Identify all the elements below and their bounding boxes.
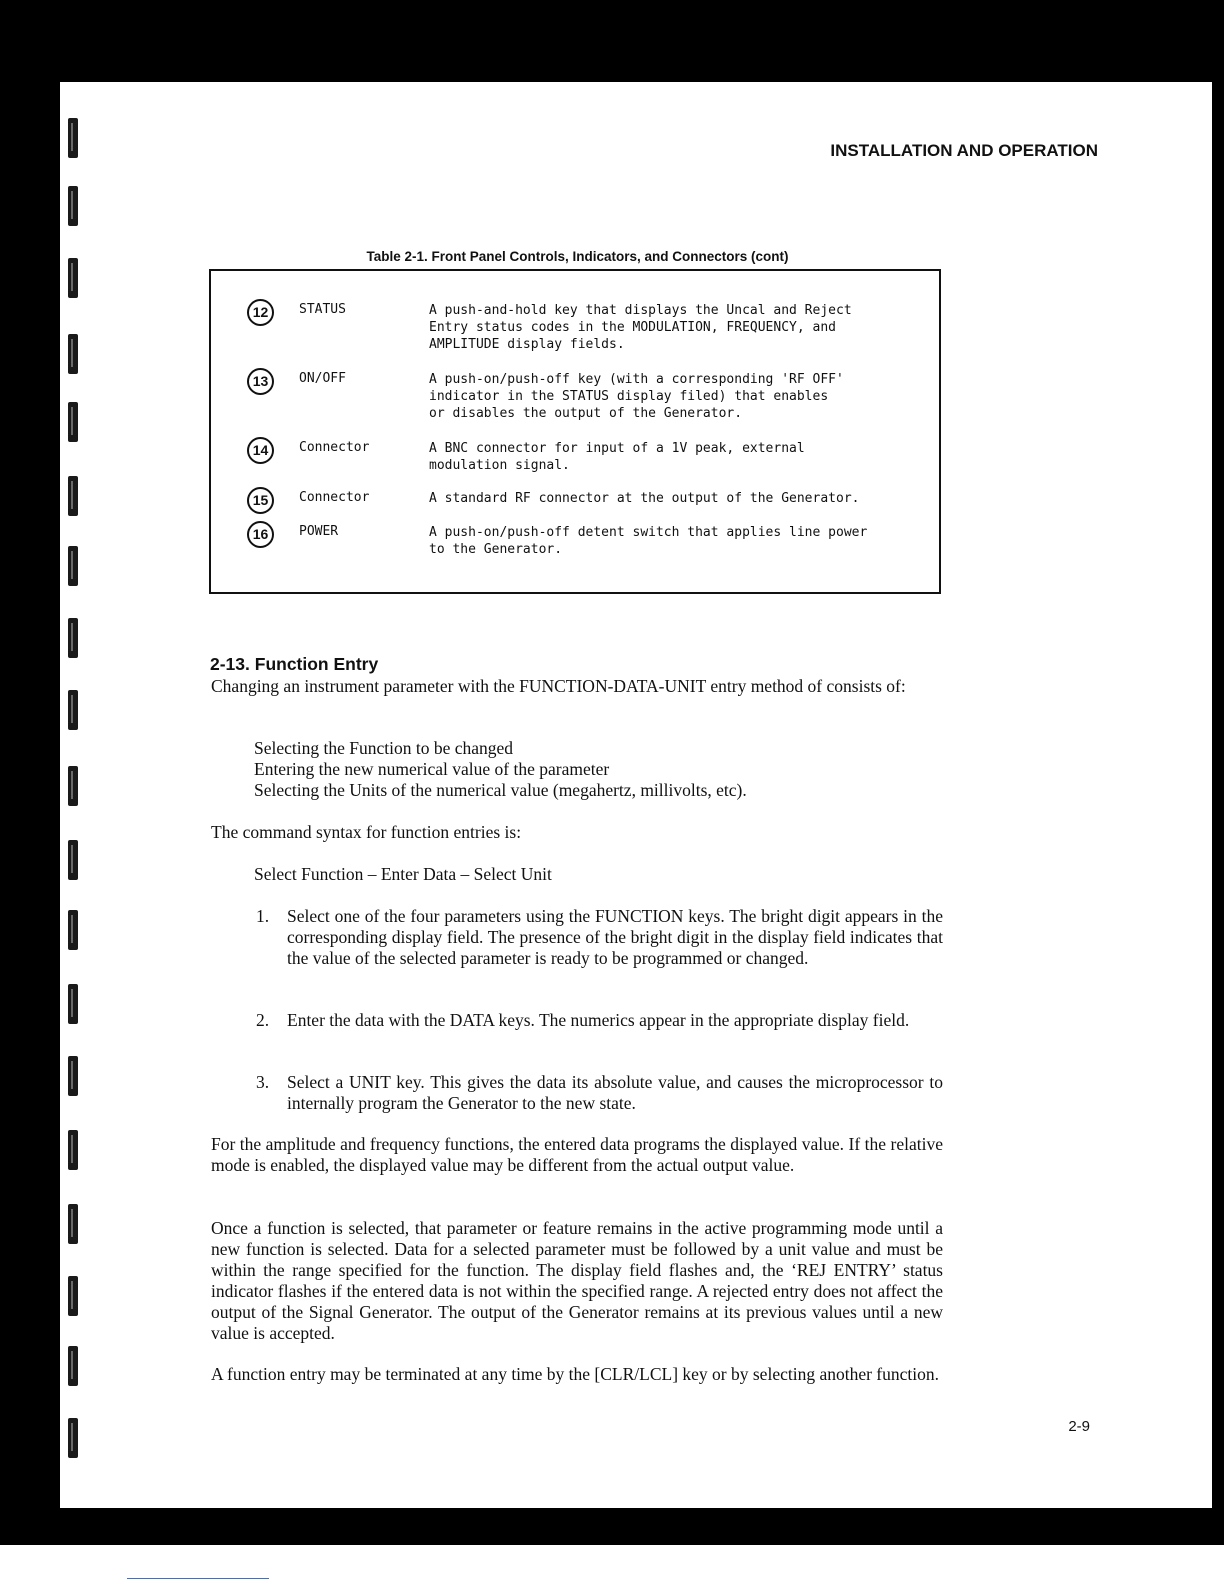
- table-title: Table 2-1. Front Panel Controls, Indicators, and Connectors (cont): [366, 249, 789, 264]
- function-mode-paragraph: Once a function is selected, that parameter or feature remains in the active programming mode until a new function is selected. Data for a selected parameter must be followed by a unit value and must be within the range specified for the function. The display field flashes and, the ‘REJ ENTRY’ status indicator flashes if the entered data is not within the specified range. A rejected entry does not affect the output of the Signal Generator. The output of the Generator remains at its previous values until a new value is accepted.: [211, 1218, 943, 1343]
- binder-mark: [68, 546, 78, 586]
- binder-mark: [68, 910, 78, 950]
- callout-number: 14: [247, 437, 274, 464]
- control-description: A push-and-hold key that displays the Uncal and Reject Entry status codes in the MODULATION, FREQUENCY, and AMPLITUDE display fields.: [429, 303, 852, 352]
- binder-mark: [68, 690, 78, 730]
- section-heading: 2-13. Function Entry: [210, 654, 379, 674]
- step-number: 1.: [256, 906, 270, 926]
- control-name: STATUS: [299, 302, 346, 317]
- page-number: 2-9: [1068, 1418, 1090, 1435]
- control-description: A standard RF connector at the output of the Generator.: [429, 491, 860, 506]
- step-text: Select a UNIT key. This gives the data its absolute value, and causes the microprocessor to internally program the Generator to the new state.: [287, 1072, 943, 1113]
- binder-mark: [68, 1276, 78, 1316]
- binder-mark: [68, 334, 78, 374]
- binder-mark: [68, 476, 78, 516]
- binder-mark: [68, 766, 78, 806]
- syntax-intro: The command syntax for function entries is:: [211, 822, 522, 842]
- control-description: A push-on/push-off detent switch that applies line power to the Generator.: [429, 525, 868, 557]
- step-text: Enter the data with the DATA keys. The numerics appear in the appropriate display field.: [287, 1010, 910, 1030]
- binder-mark: [68, 840, 78, 880]
- list-item: Entering the new numerical value of the parameter: [254, 759, 610, 779]
- binder-mark: [68, 1056, 78, 1096]
- running-header: INSTALLATION AND OPERATION: [830, 141, 1098, 160]
- binder-mark: [68, 1204, 78, 1244]
- binder-mark: [68, 984, 78, 1024]
- callout-number: 12: [247, 299, 274, 326]
- step-text: Select one of the four parameters using the FUNCTION keys. The bright digit appears in the corresponding display field. The presence of the bright digit in the display field indicates that the value of the selected parameter is ready to be programmed or changed.: [287, 906, 943, 968]
- list-item: Selecting the Units of the numerical value (megahertz, millivolts, etc).: [254, 780, 747, 800]
- scan-border-bottom: [0, 1508, 1224, 1545]
- binder-mark: [68, 186, 78, 226]
- binder-mark: [68, 1346, 78, 1386]
- command-syntax: Select Function – Enter Data – Select Unit: [254, 864, 552, 884]
- control-name: Connector: [299, 490, 370, 505]
- controls-table: [209, 269, 941, 594]
- scan-border-top: [0, 0, 1224, 82]
- step-number: 2.: [256, 1010, 270, 1030]
- binder-mark: [68, 1130, 78, 1170]
- binder-mark: [68, 1418, 78, 1458]
- control-description: A BNC connector for input of a 1V peak, external modulation signal.: [429, 441, 805, 473]
- amplitude-paragraph: For the amplitude and frequency functions, the entered data programs the displayed value. If the relative mode is enabled, the displayed value may be different from the actual output value.: [211, 1134, 943, 1175]
- control-name: Connector: [299, 440, 370, 455]
- scan-border-right: [1212, 0, 1224, 1545]
- intro-paragraph: Changing an instrument parameter with the FUNCTION-DATA-UNIT entry method of consists of:: [211, 676, 906, 696]
- page-footer-rule: [127, 1578, 269, 1579]
- binder-mark: [68, 402, 78, 442]
- control-name: POWER: [299, 524, 339, 539]
- binder-mark: [68, 618, 78, 658]
- control-name: ON/OFF: [299, 371, 346, 386]
- scan-border-left: [0, 0, 60, 1545]
- binder-mark: [68, 118, 78, 158]
- callout-number: 16: [247, 521, 274, 548]
- step-number: 3.: [256, 1072, 270, 1092]
- callout-number: 13: [247, 368, 274, 395]
- terminate-paragraph: A function entry may be terminated at any time by the [CLR/LCL] key or by selecting another function.: [211, 1364, 939, 1384]
- callout-number: 15: [247, 487, 274, 514]
- control-description: A push-on/push-off key (with a corresponding 'RF OFF' indicator in the STATUS display filed) that enables or disables the output of the Generator.: [429, 372, 844, 421]
- binder-mark: [68, 258, 78, 298]
- list-item: Selecting the Function to be changed: [254, 738, 514, 758]
